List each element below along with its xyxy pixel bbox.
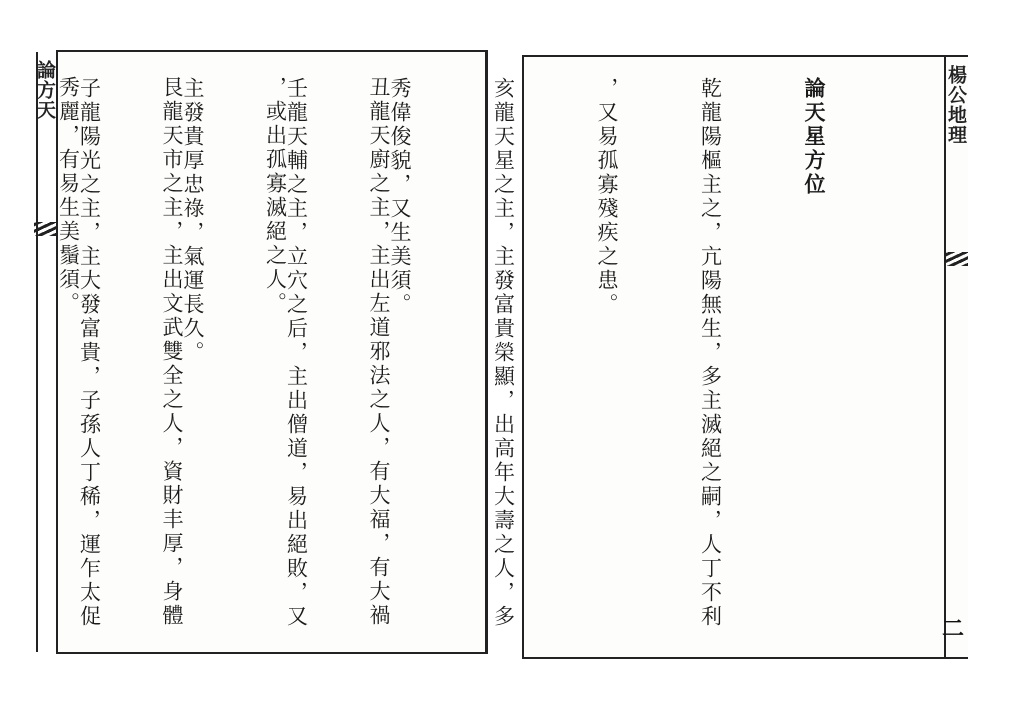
text-column: ，或出孤寡滅絕之人。 (263, 76, 288, 316)
text-column: 主發貴厚忠祿，氣運長久。 (181, 77, 205, 365)
text-column (0, 77, 3, 652)
text-column: 壬龍天輔之主，立穴之后，主出僧道，易出絕敗，又 (284, 77, 309, 629)
section-heading: 論天星方位 (802, 77, 827, 197)
page-number: 二 (941, 616, 964, 642)
text-column: 秀偉俊貌，又生美須。 (388, 77, 412, 317)
text-column: 子龍陽光之主，主大發富貴，子孫人丁稀，運乍太促 (77, 77, 102, 629)
text-column: ，又易孤寡殘疾之患。 (595, 77, 619, 317)
text-column: 亥龍天星之主，主發富貴榮顯，出高年大壽之人，多 (491, 77, 516, 629)
right-page-text (0, 77, 900, 652)
left-margin-header: 論方天 (34, 60, 56, 120)
right-margin-strip (941, 57, 968, 657)
text-column: 秀麗，有易生美鬚須。 (56, 76, 81, 316)
text-column: 艮龍天市之主，主出文武雙全之人，資財丰厚，身體 (160, 76, 184, 628)
text-column: 乾龍陽樞主之，亢陽無生，多主滅絕之嗣，人丁不利 (698, 77, 723, 629)
right-margin-header: 楊公地理 (945, 65, 967, 145)
right-fold-mark (946, 252, 968, 266)
text-column: 丑龍天廚之主，主出左道邪法之人，有大福，有大禍 (367, 76, 391, 628)
